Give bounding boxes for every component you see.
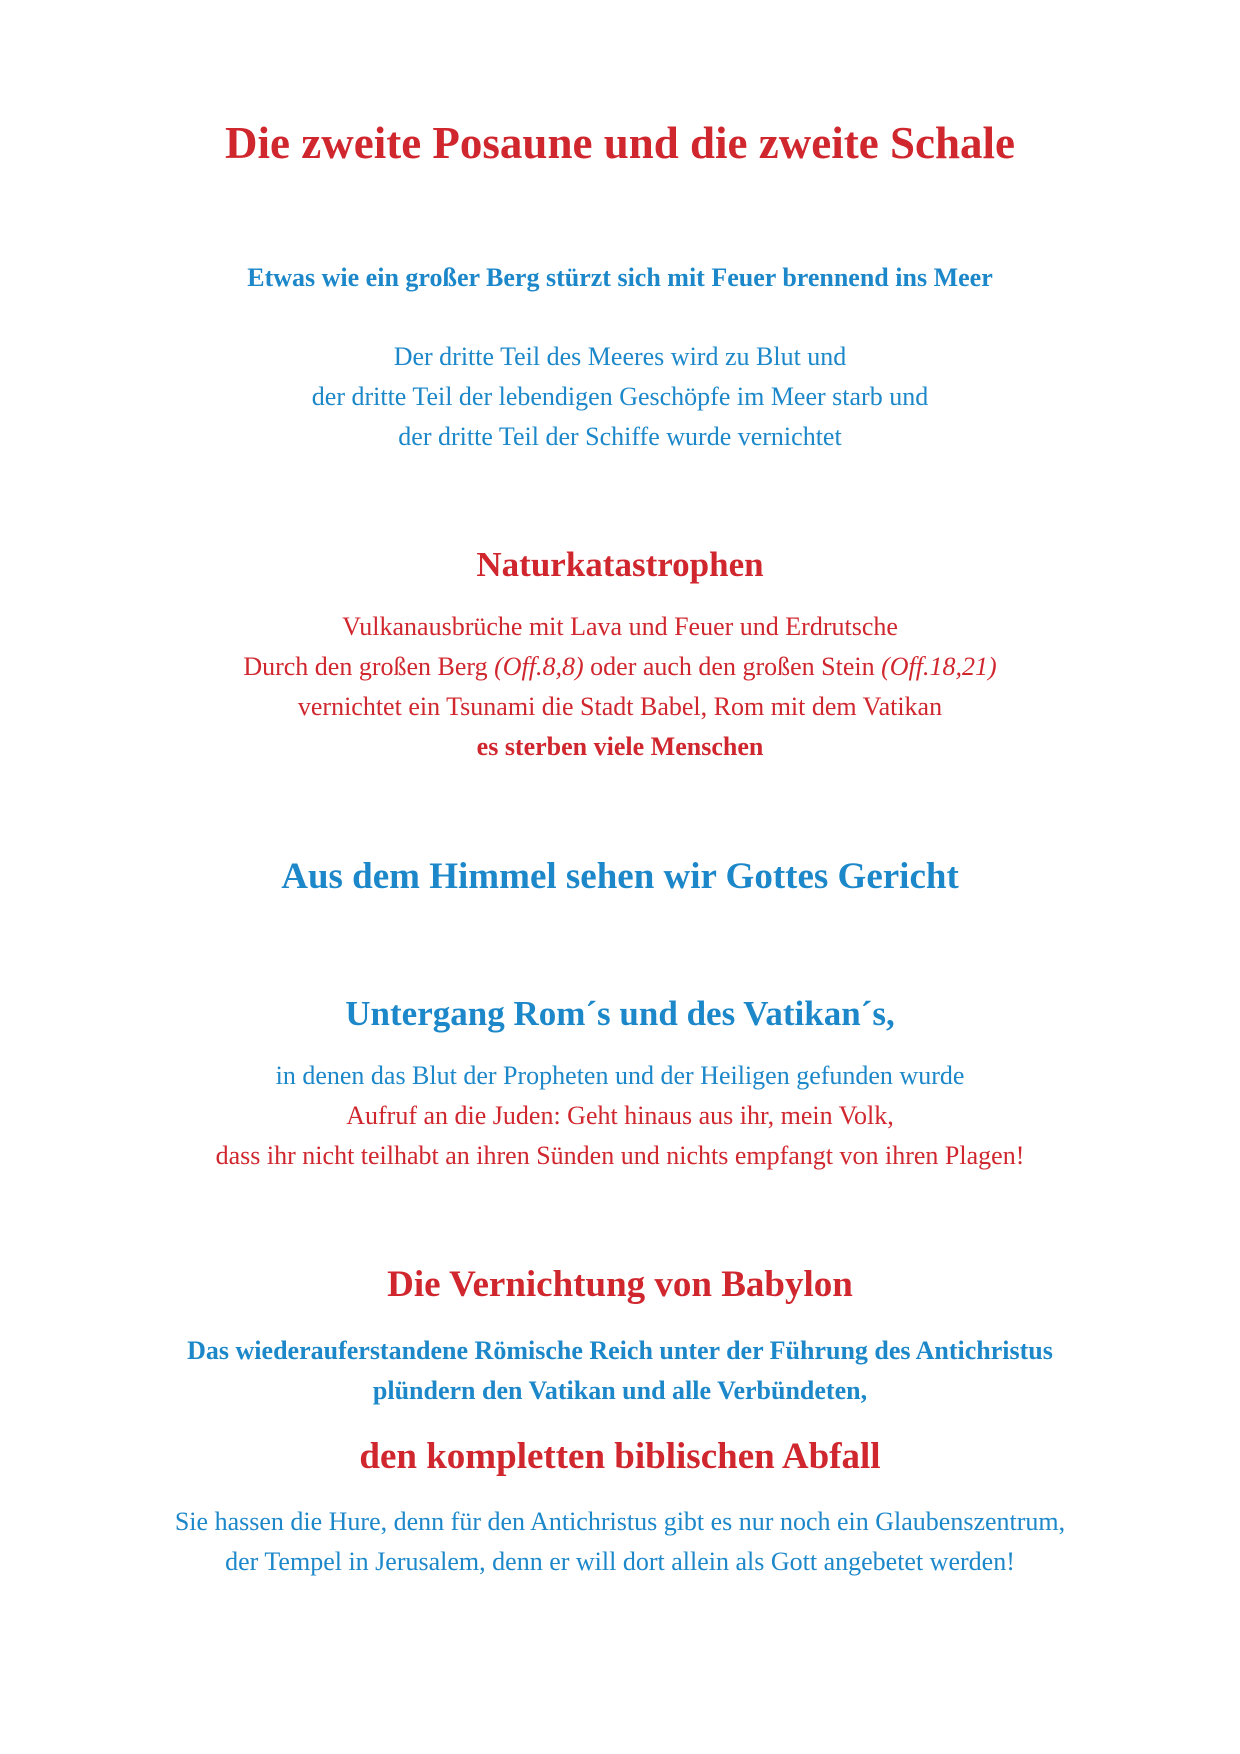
section2-line-4: es sterben viele Menschen [476, 732, 764, 761]
section2-line-3: vernichtet ein Tsunami die Stadt Babel, Rom mit dem Vatikan [297, 692, 943, 721]
bible-reference-off-18-21: (Off.18,21) [881, 652, 997, 681]
section5-heading: Die Vernichtung von Babylon [387, 1264, 853, 1305]
section4-heading: Untergang Rom´s und des Vatikan´s, [345, 994, 895, 1033]
section1-line-1: Der dritte Teil des Meeres wird zu Blut und [393, 342, 847, 371]
section5-bold-line-2: plündern den Vatikan und alle Verbündeten, [372, 1376, 868, 1405]
page-title: Die zweite Posaune und die zweite Schale [225, 118, 1015, 168]
section4-line-1: in denen das Blut der Propheten und der Heiligen gefunden wurde [275, 1061, 965, 1090]
section1-subtitle: Etwas wie ein großer Berg stürzt sich mit Feuer brennend ins Meer [247, 263, 993, 292]
section1-line-2: der dritte Teil der lebendigen Geschöpfe im Meer starb und [311, 382, 929, 411]
section5-heading-2: den kompletten biblischen Abfall [359, 1436, 881, 1477]
section2-line-2 [0, 654, 1240, 680]
bible-reference-off-8-8: (Off.8,8) [494, 652, 584, 681]
section1-line-3: der dritte Teil der Schiffe wurde vernichtet [398, 422, 842, 451]
section5-bold-line-1: Das wiederauferstandene Römische Reich unter der Führung des Antichristus [187, 1336, 1053, 1365]
section2-line-1: Vulkanausbrüche mit Lava und Feuer und Erdrutsche [342, 612, 898, 641]
section5-line-2: der Tempel in Jerusalem, denn er will dort allein als Gott angebetet werden! [225, 1547, 1015, 1576]
section5-line-1: Sie hassen die Hure, denn für den Antichristus gibt es nur noch ein Glaubenszentrum, [174, 1507, 1066, 1536]
section4-line-2: Aufruf an die Juden: Geht hinaus aus ihr, mein Volk, [346, 1101, 894, 1130]
section4-line-3: dass ihr nicht teilhabt an ihren Sünden und nichts empfangt von ihren Plagen! [215, 1141, 1025, 1170]
section2-heading: Naturkatastrophen [476, 545, 764, 584]
section2-line-2-part-b: oder auch den großen Stein [583, 652, 882, 681]
section3-heading: Aus dem Himmel sehen wir Gottes Gericht [281, 856, 959, 897]
section2-line-2-part-a: Durch den großen Berg [243, 652, 495, 681]
